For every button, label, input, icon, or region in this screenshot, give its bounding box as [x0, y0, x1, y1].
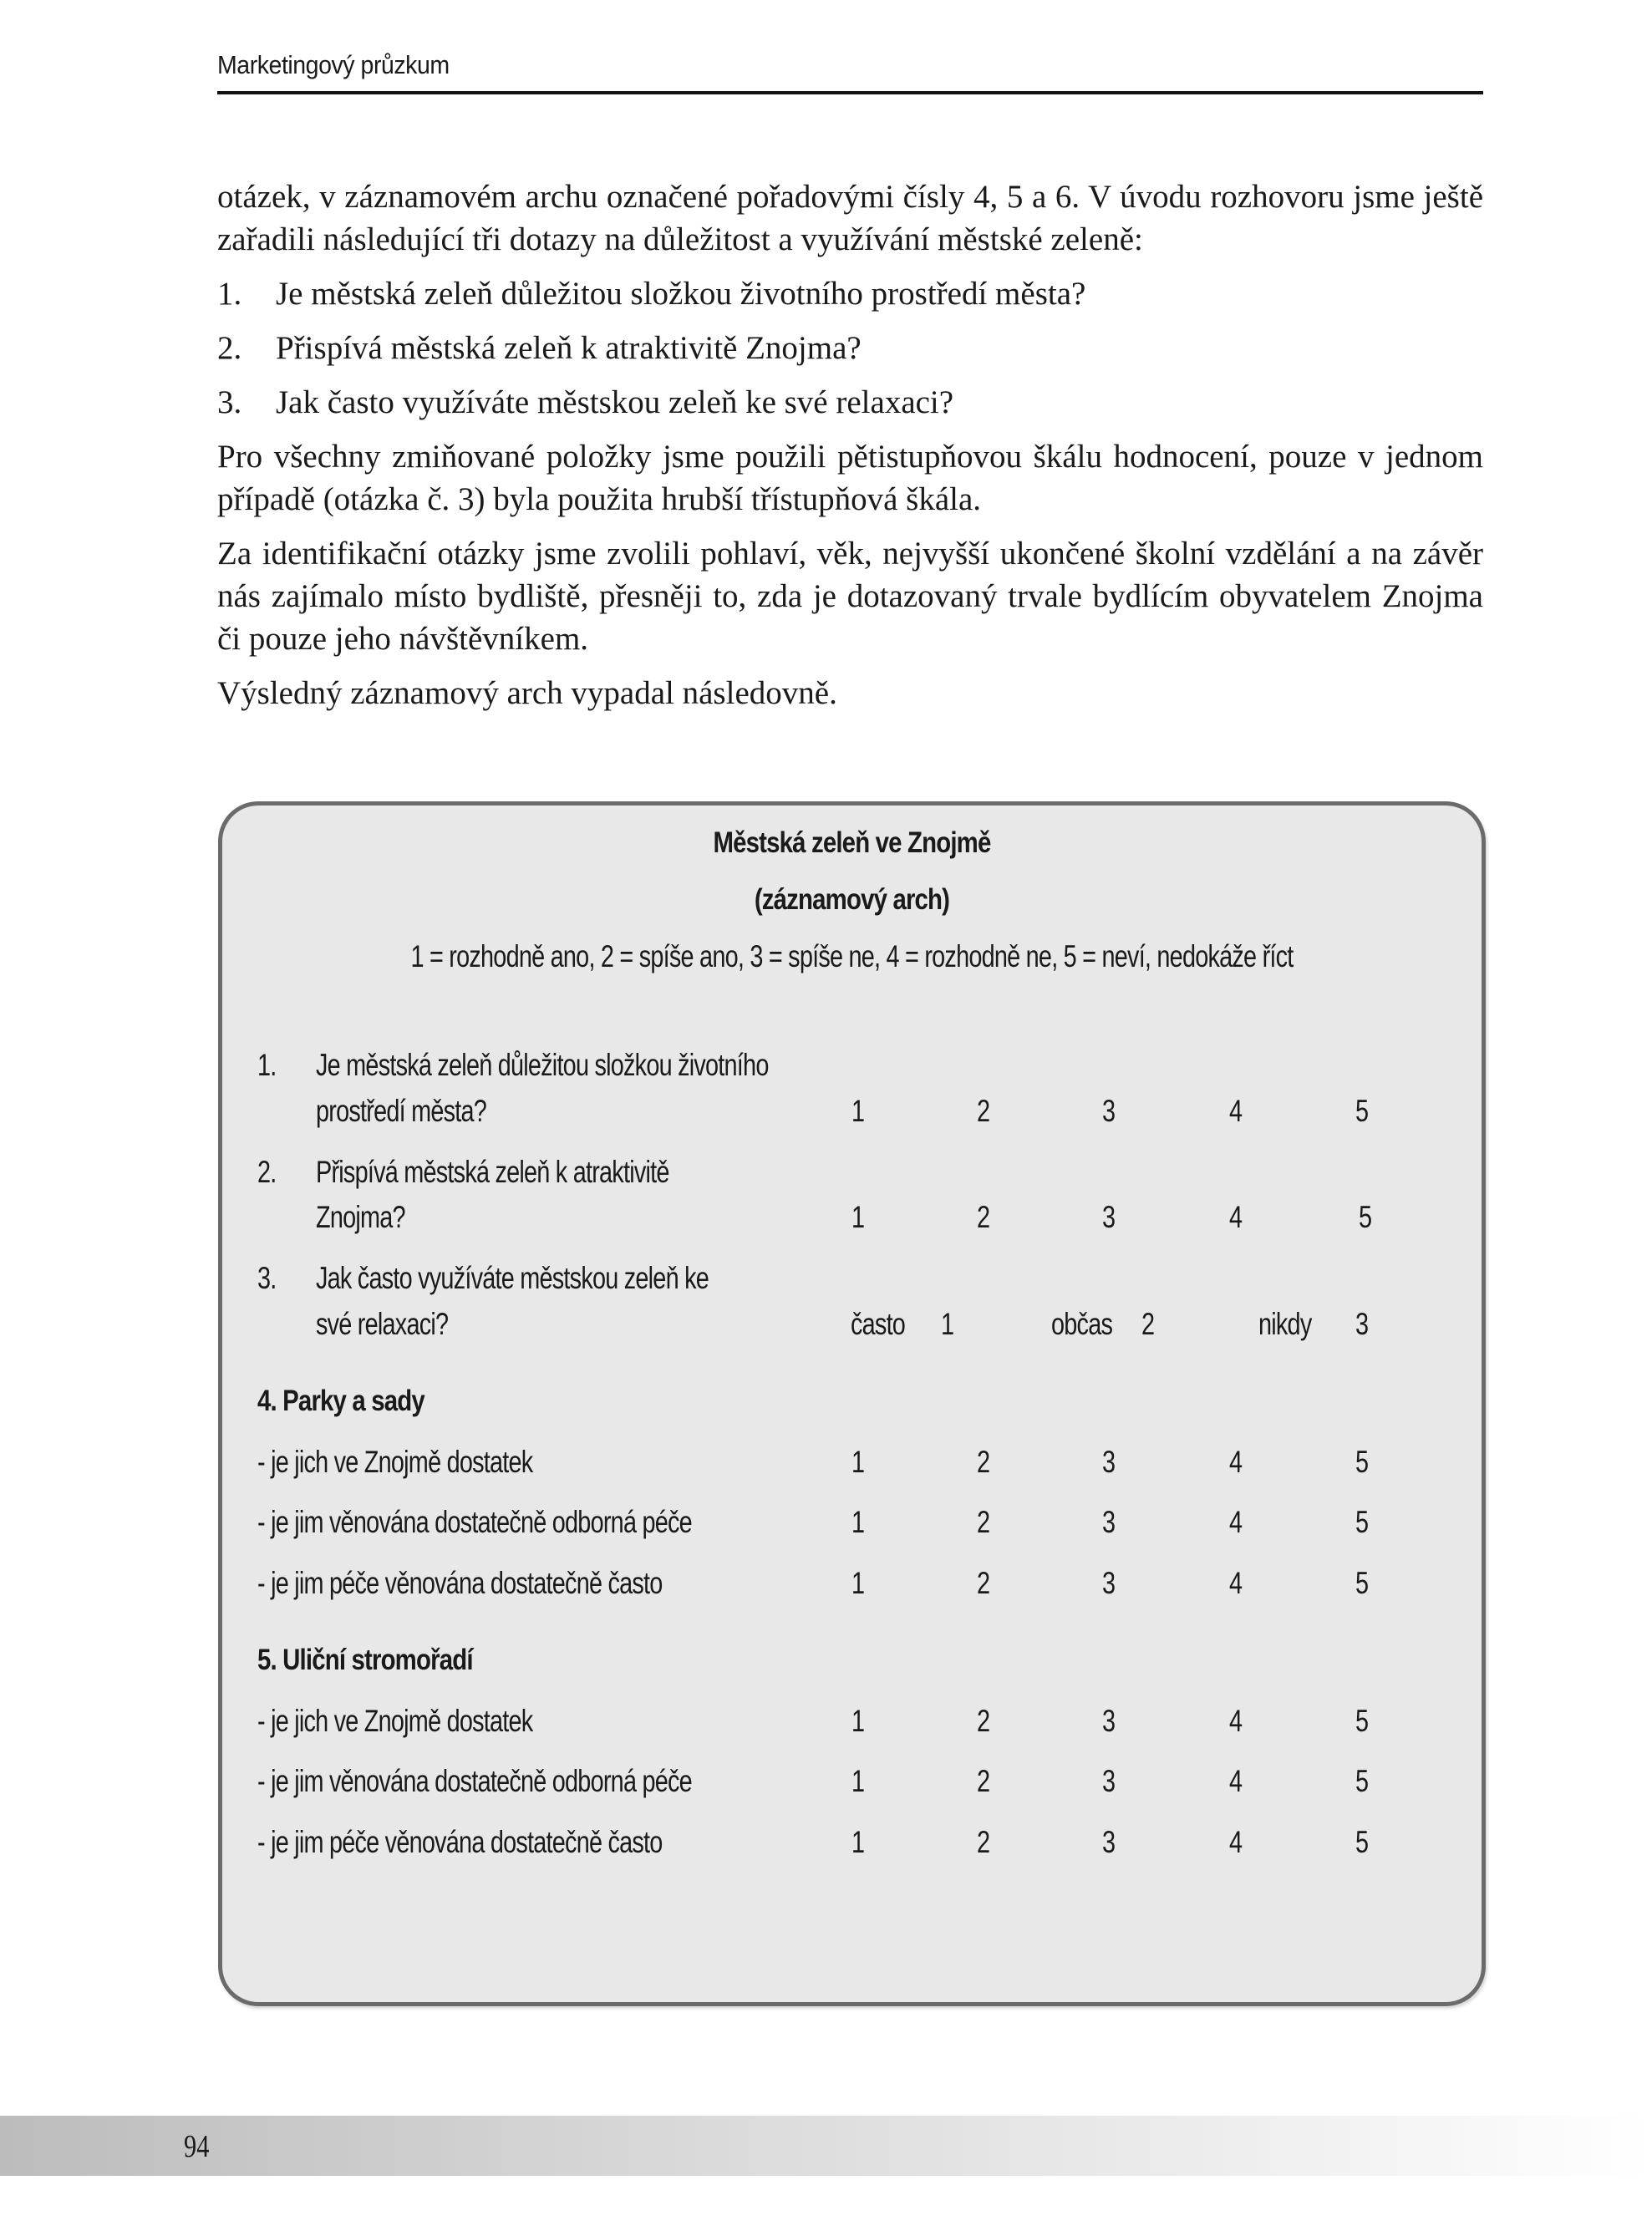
- rating-option[interactable]: 2: [977, 1704, 990, 1738]
- record-sheet-box: [218, 801, 1486, 2006]
- list-number: 3.: [217, 384, 242, 420]
- rating-option[interactable]: 1: [851, 1094, 865, 1128]
- rating-row-label: - je jim věnována dostatečně odborná péče: [257, 1505, 692, 1539]
- rating-option[interactable]: 5: [1355, 1704, 1369, 1738]
- section-heading-street-trees: 5. Uliční stromořadí: [257, 1644, 473, 1676]
- rating-option[interactable]: 3: [1102, 1566, 1116, 1600]
- rating-option[interactable]: 5: [1355, 1505, 1369, 1539]
- form-subtitle: (záznamový arch): [754, 883, 950, 916]
- scale-paragraph: Pro všechny zmiňované položky jsme použili pětistupňovou škálu hodnocení, pouze v jednom případě (otázka č. 3) byla použita hrubší třístupňová škála.: [217, 439, 1483, 517]
- list-number: 1.: [217, 276, 242, 312]
- rating-option[interactable]: 4: [1229, 1566, 1243, 1600]
- frequency-option[interactable]: 2: [1141, 1307, 1155, 1341]
- list-item: [217, 272, 1483, 315]
- rating-option[interactable]: 2: [977, 1764, 990, 1798]
- rating-option[interactable]: 4: [1229, 1704, 1243, 1738]
- question-text-line1: Přispívá městská zeleň k atraktivitě: [316, 1155, 669, 1189]
- rating-row-label: - je jich ve Znojmě dostatek: [257, 1704, 533, 1738]
- frequency-option[interactable]: 3: [1355, 1307, 1369, 1341]
- list-text: Jak často využíváte městskou zeleň ke své relaxaci?: [276, 384, 954, 420]
- rating-option[interactable]: 1: [851, 1505, 865, 1539]
- rating-option[interactable]: 4: [1229, 1094, 1243, 1128]
- frequency-label: často: [851, 1307, 906, 1341]
- rating-option[interactable]: 3: [1102, 1200, 1116, 1234]
- footer-band: [0, 2116, 1652, 2176]
- rating-option[interactable]: 4: [1229, 1505, 1243, 1539]
- scale-legend: 1 = rozhodně ano, 2 = spíše ano, 3 = spíše ne, 4 = rozhodně ne, 5 = neví, nedokáže říct: [410, 939, 1294, 973]
- frequency-option[interactable]: 1: [941, 1307, 954, 1341]
- list-item: [217, 381, 1483, 424]
- frequency-label: nikdy: [1258, 1307, 1312, 1341]
- rating-option[interactable]: 3: [1102, 1505, 1116, 1539]
- header-rule: [217, 91, 1483, 94]
- question-text-line1: Je městská zeleň důležitou složkou životního: [316, 1048, 769, 1082]
- rating-option[interactable]: 5: [1355, 1764, 1369, 1798]
- question-number: 2.: [257, 1155, 277, 1189]
- rating-option[interactable]: 4: [1229, 1200, 1243, 1234]
- list-number: 2.: [217, 330, 242, 366]
- rating-option[interactable]: 1: [851, 1566, 865, 1600]
- rating-row-label: - je jim péče věnována dostatečně často: [257, 1825, 663, 1859]
- question-text-line1: Jak často využíváte městskou zeleň ke: [316, 1261, 709, 1295]
- list-item: [217, 327, 1483, 369]
- rating-option[interactable]: 1: [851, 1704, 865, 1738]
- identification-paragraph: Za identifikační otázky jsme zvolili pohlaví, věk, nejvyšší ukončené školní vzdělání a na závěr nás zajímalo místo bydliště, přesněji to, zda je dotazovaný trvale bydlícím obyvatelem Znojma či pouze jeho návštěvníkem.: [217, 536, 1483, 657]
- rating-option[interactable]: 2: [977, 1505, 990, 1539]
- question-number: 1.: [257, 1048, 277, 1082]
- question-list: [217, 272, 1483, 424]
- result-paragraph: Výsledný záznamový arch vypadal následovně.: [217, 675, 837, 711]
- rating-option[interactable]: 5: [1355, 1445, 1369, 1479]
- rating-option[interactable]: 2: [977, 1825, 990, 1859]
- rating-option[interactable]: 3: [1102, 1445, 1116, 1479]
- rating-option[interactable]: 3: [1102, 1764, 1116, 1798]
- frequency-label: občas: [1051, 1307, 1113, 1341]
- rating-option[interactable]: 5: [1359, 1200, 1372, 1234]
- rating-option[interactable]: 5: [1355, 1566, 1369, 1600]
- rating-option[interactable]: 2: [977, 1566, 990, 1600]
- body-text: [217, 175, 1483, 726]
- rating-option[interactable]: 2: [977, 1200, 990, 1234]
- rating-option[interactable]: 4: [1229, 1825, 1243, 1859]
- rating-option[interactable]: 4: [1229, 1764, 1243, 1798]
- rating-option[interactable]: 3: [1102, 1704, 1116, 1738]
- section-heading-parks: 4. Parky a sady: [257, 1385, 424, 1417]
- question-number: 3.: [257, 1261, 277, 1295]
- list-text: Je městská zeleň důležitou složkou životního prostředí města?: [276, 276, 1086, 312]
- rating-option[interactable]: 1: [851, 1445, 865, 1479]
- page-number: 94: [184, 2129, 210, 2164]
- rating-option[interactable]: 1: [851, 1825, 865, 1859]
- form-title: Městská zeleň ve Znojmě: [713, 826, 991, 859]
- question-text-line2: své relaxaci?: [316, 1307, 449, 1341]
- rating-row-label: - je jim věnována dostatečně odborná péče: [257, 1764, 692, 1798]
- question-text-line2: Znojma?: [316, 1200, 405, 1234]
- list-text: Přispívá městská zeleň k atraktivitě Znojma?: [276, 330, 862, 366]
- rating-row-label: - je jim péče věnována dostatečně často: [257, 1566, 663, 1600]
- rating-option[interactable]: 2: [977, 1445, 990, 1479]
- running-head-title: Marketingový průzkum: [217, 50, 450, 79]
- rating-option[interactable]: 5: [1355, 1094, 1369, 1128]
- question-text-line2: prostředí města?: [316, 1094, 487, 1128]
- rating-option[interactable]: 2: [977, 1094, 990, 1128]
- rating-option[interactable]: 3: [1102, 1825, 1116, 1859]
- rating-option[interactable]: 1: [851, 1764, 865, 1798]
- rating-row-label: - je jich ve Znojmě dostatek: [257, 1445, 533, 1479]
- rating-option[interactable]: 5: [1355, 1825, 1369, 1859]
- rating-option[interactable]: 4: [1229, 1445, 1243, 1479]
- rating-option[interactable]: 3: [1102, 1094, 1116, 1128]
- intro-paragraph: otázek, v záznamovém archu označené pořadovými čísly 4, 5 a 6. V úvodu rozhovoru jsme ještě zařadili následující tři dotazy na důležitost a využívání městské zeleně:: [217, 179, 1483, 257]
- rating-option[interactable]: 1: [851, 1200, 865, 1234]
